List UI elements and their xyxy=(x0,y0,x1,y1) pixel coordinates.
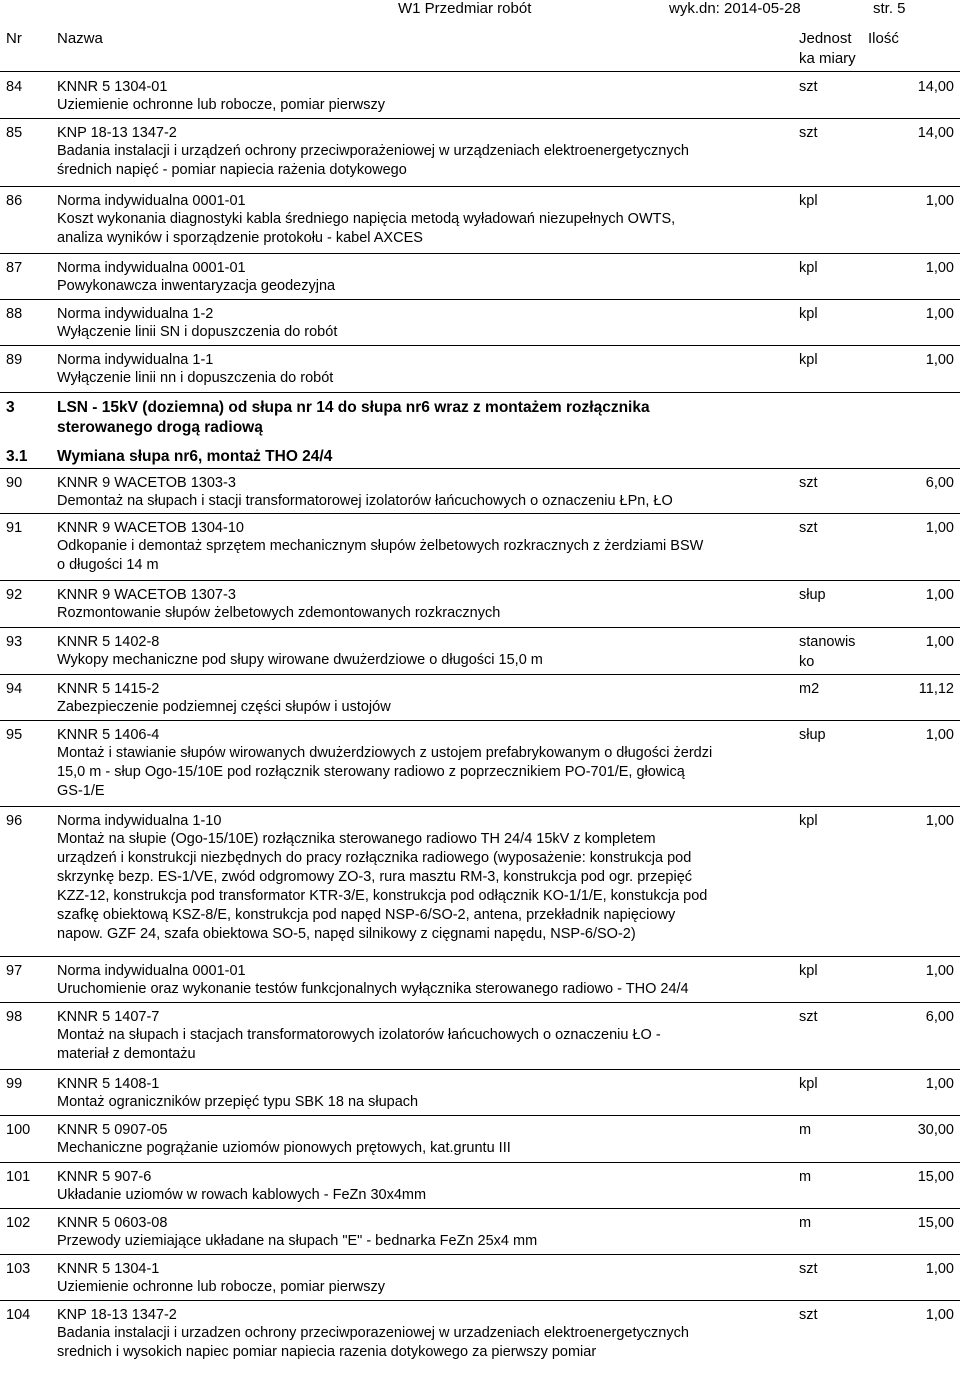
row-unit-text: kpl xyxy=(799,306,818,322)
section-title-line2: sterowanego drogą radiową xyxy=(57,419,263,436)
row-number: 95 xyxy=(6,727,23,743)
row-number: 97 xyxy=(6,963,23,979)
row-separator xyxy=(0,1254,960,1255)
row-description-line: o długości 14 m xyxy=(57,557,159,573)
row-separator xyxy=(0,1069,960,1070)
row-quantity: 1,00 xyxy=(925,587,954,603)
row-number: 86 xyxy=(6,193,23,209)
column-header-name: Nazwa xyxy=(57,30,103,47)
row-quantity: 1,00 xyxy=(925,634,954,650)
row-unit-text: szt xyxy=(799,1261,818,1277)
section-title: LSN - 15kV (doziemna) od słupa nr 14 do słupa nr6 wraz z montażem rozłącznika xyxy=(57,399,650,416)
row-description xyxy=(57,1093,797,1112)
row-quantity: 15,00 xyxy=(917,1169,954,1185)
row-unit xyxy=(799,1121,811,1139)
row-number: 96 xyxy=(6,813,23,829)
row-separator xyxy=(0,1162,960,1163)
row-description-line: Odkopanie i demontaż sprzętem mechanicznym słupów żelbetowych rozkracznych z żerdziami BSW xyxy=(57,538,704,554)
row-code: Norma indywidualna 0001-01 xyxy=(57,193,246,209)
row-description xyxy=(57,1139,797,1158)
row-description-line: Montaż ograniczników przepięć typu SBK 18 na słupach xyxy=(57,1094,419,1110)
row-unit xyxy=(799,1260,818,1278)
row-description-line: Zabezpieczenie podziemnej części słupów i ustojów xyxy=(57,699,391,715)
row-unit-text-line2: ko xyxy=(799,654,815,670)
row-unit-text: m xyxy=(799,1215,812,1231)
row-unit-text: szt xyxy=(799,1307,818,1323)
row-quantity: 14,00 xyxy=(917,79,954,95)
row-unit-text: szt xyxy=(799,79,818,95)
row-description-line: 15,0 m - słup Ogo-15/10E pod rozłącznik sterowany radiowo z poprzecznikiem PO-701/E, głowicą xyxy=(57,764,685,780)
row-code: KNP 18-13 1347-2 xyxy=(57,125,177,141)
row-description-line: Mechaniczne pogrążanie uziomów pionowych prętowych, kat.gruntu III xyxy=(57,1140,511,1156)
row-number: 100 xyxy=(6,1122,31,1138)
column-header-unit-line2: ka miary xyxy=(799,50,856,67)
row-code: KNNR 5 907-6 xyxy=(57,1169,152,1185)
row-unit xyxy=(799,1306,818,1324)
row-separator xyxy=(0,513,960,514)
row-description xyxy=(57,323,797,342)
row-unit xyxy=(799,78,818,96)
row-code: KNNR 5 1415-2 xyxy=(57,681,160,697)
row-unit-text: szt xyxy=(799,520,818,536)
row-separator xyxy=(0,253,960,254)
row-description xyxy=(57,651,797,670)
row-description-line: Układanie uziomów w rowach kablowych - FeZn 30x4mm xyxy=(57,1187,427,1203)
row-code: Norma indywidualna 0001-01 xyxy=(57,963,246,979)
row-description-line: Demontaż na słupach i stacji transformatorowej izolatorów łańcuchowych o oznaczeniu ŁPn, ŁO xyxy=(57,493,673,509)
row-number: 92 xyxy=(6,587,23,603)
row-number: 99 xyxy=(6,1076,23,1092)
row-code: KNNR 5 1402-8 xyxy=(57,634,160,650)
row-separator xyxy=(0,674,960,675)
column-header-qty: Ilość xyxy=(868,30,899,47)
row-separator xyxy=(0,186,960,187)
row-separator xyxy=(0,627,960,628)
row-unit xyxy=(799,124,818,142)
row-description xyxy=(57,1232,797,1251)
row-number: 104 xyxy=(6,1307,31,1323)
row-description xyxy=(57,604,797,623)
row-description xyxy=(57,142,797,180)
row-code: KNNR 5 0603-08 xyxy=(57,1215,168,1231)
row-code: KNNR 9 WACETOB 1307-3 xyxy=(57,587,236,603)
row-description-line: Montaż na słupach i stacjach transformatorowych izolatorów łańcuchowych o oznaczeniu ŁO - xyxy=(57,1027,661,1043)
row-description-line: Uziemienie ochronne lub robocze, pomiar pierwszy xyxy=(57,97,386,113)
row-description xyxy=(57,210,797,248)
row-description-line: Montaż na słupie (Ogo-15/10E) rozłącznika sterowanego radiowo TH 24/4 15kV z kompletem xyxy=(57,831,656,847)
row-number: 94 xyxy=(6,681,23,697)
row-unit xyxy=(799,962,818,980)
row-number: 98 xyxy=(6,1009,23,1025)
row-quantity: 1,00 xyxy=(925,260,954,276)
row-number: 102 xyxy=(6,1215,31,1231)
row-description-line: Wykopy mechaniczne pod słupy wirowane dwużerdziowe o długości 15,0 m xyxy=(57,652,543,668)
row-number: 91 xyxy=(6,520,23,536)
row-unit xyxy=(799,586,826,604)
row-number: 101 xyxy=(6,1169,31,1185)
row-description-line: materiał z demontażu xyxy=(57,1046,196,1062)
row-unit-text: szt xyxy=(799,475,818,491)
row-code: KNNR 9 WACETOB 1304-10 xyxy=(57,520,244,536)
row-unit xyxy=(799,519,818,537)
row-number: 90 xyxy=(6,475,23,491)
row-unit xyxy=(799,192,818,210)
row-description-line: Koszt wykonania diagnostyki kabla średniego napięcia metodą wyładowań niezupełnych OWTS, xyxy=(57,211,676,227)
row-quantity: 1,00 xyxy=(925,520,954,536)
row-description-line: Rozmontowanie słupów żelbetowych zdemontowanych rozkracznych xyxy=(57,605,501,621)
row-number: 89 xyxy=(6,352,23,368)
row-description-line: KZZ-12, konstrukcja pod transformator KTR-3/E, konstrukcja pod odłącznik KO-1/1/E, konstukcja pod xyxy=(57,888,708,904)
row-number: 85 xyxy=(6,125,23,141)
row-quantity: 1,00 xyxy=(925,306,954,322)
row-description-line: srednich i wysokich napiec pomiar napiecia razenia dotykowego za pierwszy pomiar xyxy=(57,1344,597,1360)
row-separator xyxy=(0,1115,960,1116)
row-description xyxy=(57,492,797,511)
row-unit xyxy=(799,680,819,698)
row-number: 87 xyxy=(6,260,23,276)
row-quantity: 1,00 xyxy=(925,1076,954,1092)
document-date: wyk.dn: 2014-05-28 xyxy=(669,0,801,17)
row-code: KNNR 9 WACETOB 1303-3 xyxy=(57,475,236,491)
row-unit-text: słup xyxy=(799,727,826,743)
row-code: Norma indywidualna 1-2 xyxy=(57,306,214,322)
row-description-line: napow. GZF 24, szafa obiektowa SO-5, napęd silnikowy z cięgnami napędu, NSP-6/SO-2) xyxy=(57,926,636,942)
row-code: Norma indywidualna 1-10 xyxy=(57,813,222,829)
row-description-line: Uruchomienie oraz wykonanie testów funkcjonalnych wyłącznika sterowanego radiowo - THO 24/4 xyxy=(57,981,689,997)
row-description-line: szafkę obiektową KSZ-8/E, konstrukcja pod napęd NSP-6/SO-2, antena, przekładnik napięciowy xyxy=(57,907,676,923)
row-separator xyxy=(0,806,960,807)
row-unit-text: kpl xyxy=(799,963,818,979)
row-quantity: 1,00 xyxy=(925,727,954,743)
row-separator xyxy=(0,1208,960,1209)
row-code: KNNR 5 1407-7 xyxy=(57,1009,160,1025)
row-code: KNNR 5 1304-01 xyxy=(57,79,168,95)
row-unit-text: kpl xyxy=(799,193,818,209)
row-description xyxy=(57,830,797,944)
row-description xyxy=(57,537,797,575)
row-quantity: 1,00 xyxy=(925,1307,954,1323)
page-number: str. 5 xyxy=(873,0,906,17)
row-separator xyxy=(0,580,960,581)
row-code: KNP 18-13 1347-2 xyxy=(57,1307,177,1323)
document-title: W1 Przedmiar robót xyxy=(398,0,532,17)
row-separator xyxy=(0,956,960,957)
row-quantity: 6,00 xyxy=(925,1009,954,1025)
row-description-line: Badania instalacji i urzadzen ochrony przeciwporazeniowej w urzadzeniach elektroenergetycznych xyxy=(57,1325,689,1341)
row-unit-text: kpl xyxy=(799,260,818,276)
column-header-unit: Jednost xyxy=(799,30,852,47)
row-unit-text: kpl xyxy=(799,352,818,368)
row-description-line: Uziemienie ochronne lub robocze, pomiar pierwszy xyxy=(57,1279,386,1295)
row-separator xyxy=(0,720,960,721)
row-description xyxy=(57,744,797,801)
row-unit-text: stanowis xyxy=(799,634,856,650)
row-quantity: 11,12 xyxy=(918,681,954,697)
row-separator xyxy=(0,299,960,300)
row-quantity: 1,00 xyxy=(925,813,954,829)
row-unit-text: kpl xyxy=(799,813,818,829)
row-separator xyxy=(0,1002,960,1003)
row-unit xyxy=(799,474,818,492)
row-code: KNNR 5 1406-4 xyxy=(57,727,160,743)
row-description-line: Montaż i stawianie słupów wirowanych dwużerdziowych z ustojem prefabrykowanym o długości żerdzi xyxy=(57,745,713,761)
row-description-line: analiza wyników i sporządzenie protokołu - kabel AXCES xyxy=(57,230,423,246)
row-description xyxy=(57,698,797,717)
row-code: Norma indywidualna 1-1 xyxy=(57,352,214,368)
row-description xyxy=(57,1324,797,1362)
row-number: 103 xyxy=(6,1261,31,1277)
row-unit xyxy=(799,1214,811,1232)
row-unit xyxy=(799,305,818,323)
row-description xyxy=(57,369,797,388)
row-description-line: skrzynkę bezp. ES-1/VE, zwód odgromowy ZO-3, rura masztu RM-3, konstrukcja pod ogr. przepięć xyxy=(57,869,693,885)
row-description xyxy=(57,96,797,115)
row-quantity: 1,00 xyxy=(925,963,954,979)
row-number: 88 xyxy=(6,306,23,322)
column-header-nr: Nr xyxy=(6,30,22,47)
subsection-separator xyxy=(0,468,960,469)
row-description xyxy=(57,277,797,296)
row-unit xyxy=(799,259,818,277)
row-description-line: GS-1/E xyxy=(57,783,105,799)
row-separator xyxy=(0,345,960,346)
row-unit-text: m xyxy=(799,1169,812,1185)
row-unit xyxy=(799,1008,818,1026)
row-code: Norma indywidualna 0001-01 xyxy=(57,260,246,276)
row-unit-text: m xyxy=(799,1122,812,1138)
row-quantity: 6,00 xyxy=(925,475,954,491)
row-unit-text: m2 xyxy=(799,681,820,697)
row-unit-text: słup xyxy=(799,587,826,603)
section-number: 3 xyxy=(6,399,15,416)
subsection-number: 3.1 xyxy=(6,448,28,465)
row-unit-text: szt xyxy=(799,1009,818,1025)
row-code: KNNR 5 1408-1 xyxy=(57,1076,160,1092)
row-unit-text: szt xyxy=(799,125,818,141)
row-code: KNNR 5 1304-1 xyxy=(57,1261,160,1277)
row-description-line: Powykonawcza inwentaryzacja geodezyjna xyxy=(57,278,336,294)
row-number: 93 xyxy=(6,634,23,650)
row-quantity: 1,00 xyxy=(925,1261,954,1277)
row-unit xyxy=(799,351,818,369)
row-unit-text: kpl xyxy=(799,1076,818,1092)
header-rule xyxy=(0,71,960,72)
row-description-line: Wyłączenie linii nn i dopuszczenia do robót xyxy=(57,370,334,386)
row-separator xyxy=(0,118,960,119)
row-code: KNNR 5 0907-05 xyxy=(57,1122,168,1138)
row-number: 84 xyxy=(6,79,23,95)
row-unit xyxy=(799,633,855,671)
row-separator xyxy=(0,1300,960,1301)
row-description-line: Przewody uziemiające układane na słupach "E" - bednarka FeZn 25x4 mm xyxy=(57,1233,538,1249)
row-quantity: 15,00 xyxy=(917,1215,954,1231)
row-unit xyxy=(799,726,826,744)
row-quantity: 1,00 xyxy=(925,352,954,368)
row-description-line: Wyłączenie linii SN i dopuszczenia do robót xyxy=(57,324,338,340)
row-description-line: urządzeń i konstrukcji niezbędnych do pracy rozłącznika radiowego (wyposażenie: konstrukcja pod xyxy=(57,850,692,866)
row-unit xyxy=(799,1168,811,1186)
row-description xyxy=(57,980,797,999)
row-description-line: Badania instalacji i urządzeń ochrony przeciwporażeniowej w urządzeniach elektroenergetycznych xyxy=(57,143,689,159)
row-description xyxy=(57,1278,797,1297)
row-unit xyxy=(799,812,818,830)
row-description-line: średnich napięć - pomiar napiecia rażenia dotykowego xyxy=(57,162,407,178)
row-quantity: 30,00 xyxy=(917,1122,954,1138)
row-description xyxy=(57,1026,797,1064)
row-quantity: 1,00 xyxy=(925,193,954,209)
section-separator xyxy=(0,392,960,393)
row-description xyxy=(57,1186,797,1205)
row-unit xyxy=(799,1075,818,1093)
subsection-title: Wymiana słupa nr6, montaż THO 24/4 xyxy=(57,448,333,465)
row-quantity: 14,00 xyxy=(917,125,954,141)
